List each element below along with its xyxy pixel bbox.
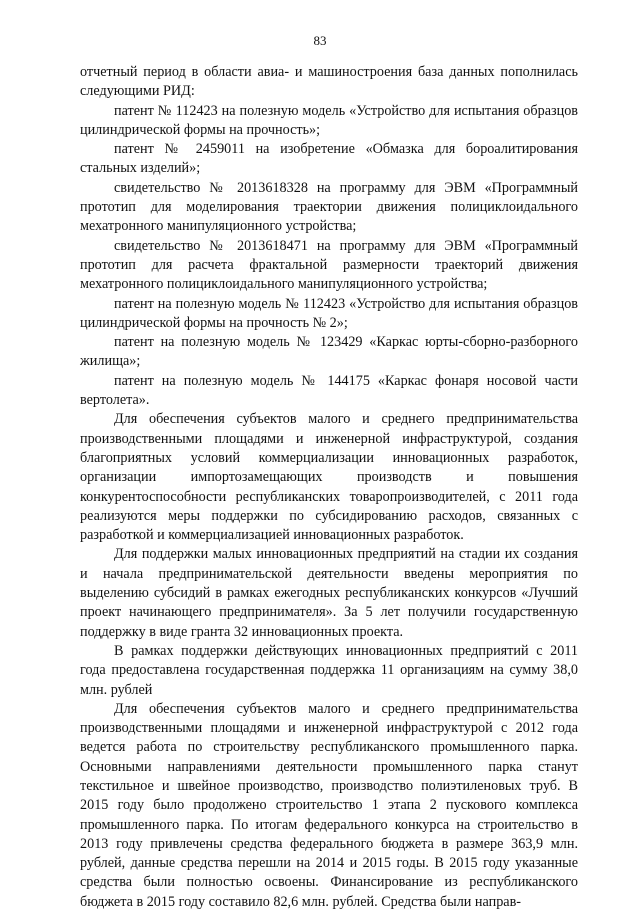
page-number: 83 bbox=[313, 33, 327, 48]
list-item-utility-model-144175: патент на полезную модель № 144175 «Каркас фонаря носовой части вертолета». bbox=[80, 372, 578, 409]
list-item-patent-2459011: патент № 2459011 на изобретение «Обмазка для бороалитирования стальных изделий»; bbox=[80, 141, 578, 177]
list-item-utility-model-112423: патент на полезную модель № 112423 «Устройство для испытания образцов цилиндрической формы на прочность № 2»; bbox=[80, 295, 578, 331]
list-item-certificate-2013618328: свидетельство № 2013618328 на программу для ЭВМ «Программный прототип для моделирования траектории движения полициклоидального мехатронного манипуляционного устройства; bbox=[80, 179, 578, 235]
paragraph-small-enterprises: Для поддержки малых инновационных предприятий на стадии их создания и начала предпринимательской деятельности введены мероприятия по выделению субсидий в рамках ежегодных республиканских конкурсов «Лучший проект начинающего предпринимателя». За 5 лет получили государственную поддержку в виде гранта 32 инновационных проекта. bbox=[80, 546, 578, 640]
paragraph-intro: отчетный период в области авиа- и машиностроения база данных пополнилась следующими РИД: bbox=[80, 64, 578, 100]
paragraph-existing-enterprises: В рамках поддержки действующих инновационных предприятий с 2011 года предоставлена государственная поддержка 11 организациям на сумму 38,0 млн. рублей bbox=[80, 642, 578, 698]
list-item-patent-112423: патент № 112423 на полезную модель «Устройство для испытания образцов цилиндрической формы на прочность»; bbox=[80, 102, 578, 138]
body-text bbox=[80, 63, 578, 912]
list-item-utility-model-123429: патент на полезную модель № 123429 «Каркас юрты-сборно-разборного жилища»; bbox=[80, 334, 578, 370]
paragraph-industrial-park: Для обеспечения субъектов малого и среднего предпринимательства производственными площадями и инженерной инфраструктурой с 2012 года ведется работа по строительству республиканского промышленного парка. Основными направлениями деятельности промышленного парка станут текстильное и швейное производство, производство полиэтиленовых труб. В 2015 году было продолжено строительство 1 этапа 2 пускового комплекса промышленного парка. По итогам федерального конкурса на строительство в 2013 году привлечены средства федерального бюджета в размере 363,9 млн. рублей, данные средства перешли на 2014 и 2015 годы. В 2015 году указанные средства были полностью освоены. Финансирование из республиканского бюджета в 2015 году составило 82,6 млн. рублей. Средства были направ- bbox=[80, 700, 578, 910]
list-item-certificate-2013618471: свидетельство № 2013618471 на программу для ЭВМ «Программный прототип для расчета фрактальной размерности траекторий движения мехатронного полициклоидального манипуляционного устройства; bbox=[80, 237, 578, 293]
paragraph-support-measures: Для обеспечения субъектов малого и среднего предпринимательства производственными площадями и инженерной инфраструктурой, создания благоприятных условий коммерциализации инновационных разработок, организации импортозамещающих производств и повышения конкурентоспособности республиканских товаропроизводителей, с 2011 года реализуются меры поддержки по субсидированию расходов, связанных с разработкой и коммерциализацией инновационных разработок. bbox=[80, 411, 578, 544]
